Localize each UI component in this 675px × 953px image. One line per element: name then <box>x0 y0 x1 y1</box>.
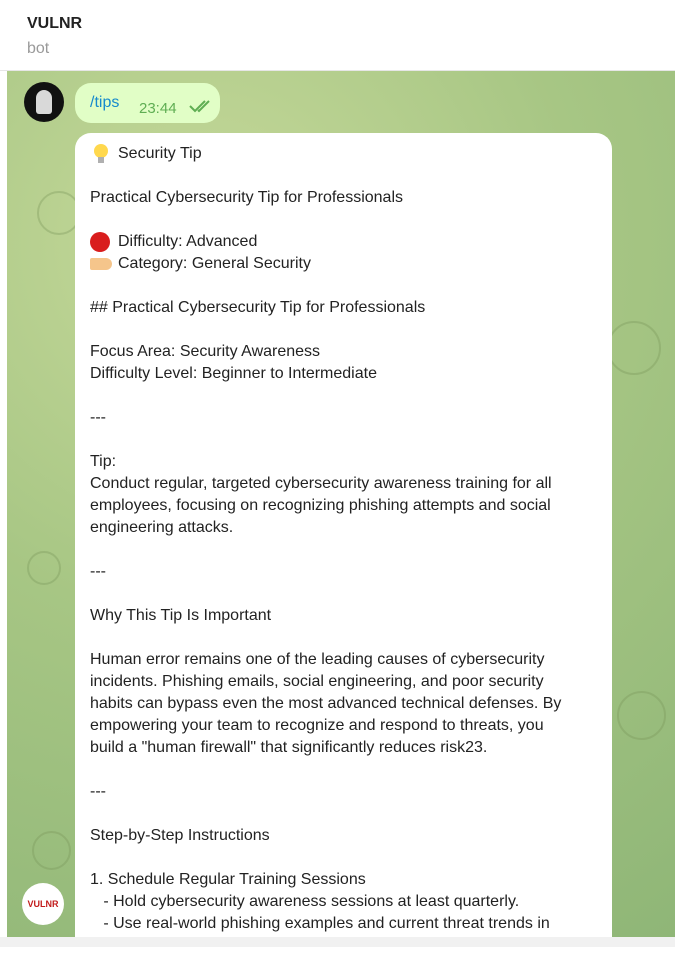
bot-avatar-logo[interactable]: VULNR <box>22 883 64 925</box>
message-title: Security Tip <box>118 145 202 162</box>
message-line: Practical Cybersecurity Tip for Professionals <box>90 189 403 206</box>
message-line: Tip: <box>90 453 117 470</box>
message-line: --- <box>90 563 106 580</box>
message-line: --- <box>90 783 106 800</box>
message-time: 23:44 <box>139 100 177 117</box>
message-line: 1. Schedule Regular Training Sessions <box>90 871 366 888</box>
command-link[interactable]: /tips <box>90 94 120 111</box>
message-line: - Use real-world phishing examples and current threat trends in <box>90 915 550 932</box>
message-line: Step-by-Step Instructions <box>90 827 270 844</box>
outgoing-message[interactable] <box>75 83 220 123</box>
message-line: - Hold cybersecurity awareness sessions at least quarterly. <box>90 893 520 910</box>
ghost-icon <box>36 90 52 114</box>
lightbulb-icon <box>92 143 110 165</box>
message-line: Difficulty Level: Beginner to Intermediate <box>90 365 377 382</box>
message-line: employees, focusing on recognizing phishing attempts and social <box>90 497 551 514</box>
bot-avatar[interactable] <box>24 82 64 122</box>
message-line: Why This Tip Is Important <box>90 607 272 624</box>
message-line: empowering your team to recognize and respond to threats, you <box>90 717 544 734</box>
composer-edge <box>0 937 675 947</box>
message-line: incidents. Phishing emails, social engineering, and poor security <box>90 673 544 690</box>
message-line: Category: General Security <box>118 255 311 272</box>
label-tag-icon <box>90 258 112 270</box>
message-line: Difficulty: Advanced <box>118 233 258 250</box>
red-circle-icon <box>90 232 110 252</box>
message-line: Conduct regular, targeted cybersecurity awareness training for all <box>90 475 552 492</box>
chat-title[interactable]: VULNR <box>27 15 83 32</box>
message-line: Human error remains one of the leading causes of cybersecurity <box>90 651 545 668</box>
chat-status: bot <box>27 40 50 57</box>
message-line: build a "human firewall" that significantly reduces risk23. <box>90 739 488 756</box>
message-line: habits can bypass even the most advanced technical defenses. By <box>90 695 562 712</box>
message-line: --- <box>90 409 106 426</box>
double-check-icon <box>189 99 213 113</box>
chat-header[interactable] <box>0 0 675 71</box>
message-line: engineering attacks. <box>90 519 234 536</box>
message-line: Focus Area: Security Awareness <box>90 343 321 360</box>
message-line: ## Practical Cybersecurity Tip for Professionals <box>90 299 426 316</box>
